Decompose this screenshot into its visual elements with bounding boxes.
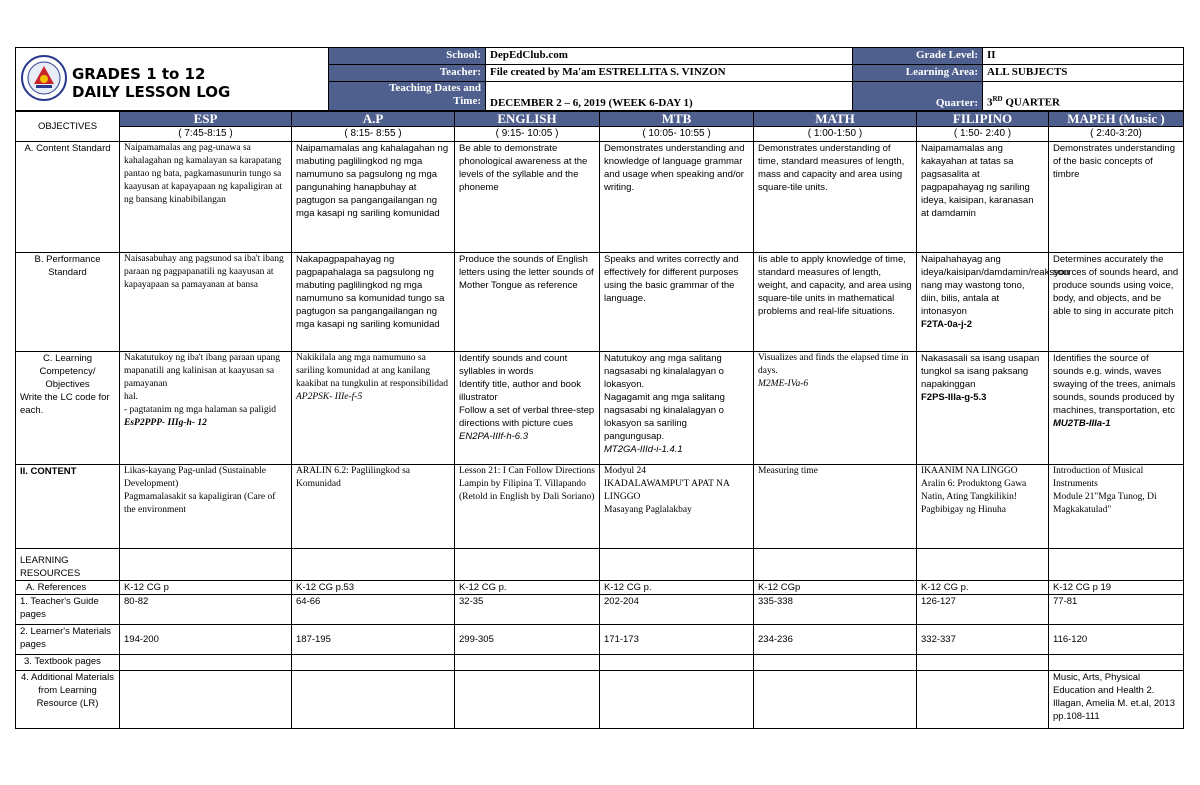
subject-math: MATH bbox=[754, 112, 917, 127]
competency-mtb: Natutukoy ang mga salitang nagsasabi ng kinalalagyan o lokasyon. Nagagamit ang mga salitang nagsasabi ng kinalalagyan o lokasyon sa sariling pangungusap. MT2GA-IIId-i-1.4.1 bbox=[600, 352, 754, 465]
content-standard-math: Demonstrates understanding of time, standard measures of length, mass and capacity and area using square-tile units. bbox=[754, 142, 917, 253]
lm-english: 299-305 bbox=[455, 625, 600, 655]
references-esp: K-12 CG p bbox=[120, 581, 292, 595]
tg-english: 32-35 bbox=[455, 595, 600, 625]
content-standard-mapeh: Demonstrates understanding of the basic concepts of timbre bbox=[1049, 142, 1184, 253]
teacher-label: Teacher: bbox=[329, 65, 486, 82]
grade-value: II bbox=[983, 48, 1184, 65]
time-mtb: ( 10:05- 10:55 ) bbox=[600, 127, 754, 142]
lm-mtb: 171-173 bbox=[600, 625, 754, 655]
competency-mapeh: Identifies the source of sounds e.g. winds, waves swaying of the trees, animals sounds, sounds produced by machines, transportation, etc MU2TB-IIIa-1 bbox=[1049, 352, 1184, 465]
title-block bbox=[16, 48, 329, 111]
lm-mapeh: 116-120 bbox=[1049, 625, 1184, 655]
subject-esp: ESP bbox=[120, 112, 292, 127]
competency-label: C. Learning Competency/ Objectives Write the LC code for each. bbox=[16, 352, 120, 465]
time-ap: ( 8:15- 8:55 ) bbox=[292, 127, 455, 142]
tg-esp: 80-82 bbox=[120, 595, 292, 625]
objectives-header: OBJECTIVES bbox=[16, 112, 120, 142]
mapeh-lc-code: MU2TB-IIIa-1 bbox=[1053, 418, 1111, 429]
school-value: DepEdClub.com bbox=[486, 48, 853, 65]
time-math: ( 1:00-1:50 ) bbox=[754, 127, 917, 142]
content-filipino: IKAANIM NA LINGGO Aralin 6: Produktong Gawa Natin, Ating Tangkilikin! Pagbibigay ng Hinuha bbox=[917, 465, 1049, 549]
references-ap: K-12 CG p.53 bbox=[292, 581, 455, 595]
school-label: School: bbox=[329, 48, 486, 65]
quarter-value: 3RD QUARTER bbox=[983, 82, 1184, 111]
dates-label: Teaching Dates and Time: bbox=[329, 82, 486, 111]
lm-math: 234-236 bbox=[754, 625, 917, 655]
header-table bbox=[15, 47, 1184, 111]
competency-filipino: Nakasasali sa isang usapan tungkol sa isang paksang napakinggan F2PS-IIIa-g-5.3 bbox=[917, 352, 1049, 465]
tg-mapeh: 77-81 bbox=[1049, 595, 1184, 625]
lm-label: 2. Learner's Materials pages bbox=[16, 625, 120, 655]
fil-performance-code: F2TA-0a-j-2 bbox=[921, 319, 973, 330]
subject-filipino: FILIPINO bbox=[917, 112, 1049, 127]
time-mapeh: ( 2:40-3:20) bbox=[1049, 127, 1184, 142]
title-line-1: GRADES 1 to 12 bbox=[72, 65, 206, 83]
subject-mtb: MTB bbox=[600, 112, 754, 127]
deped-seal-icon bbox=[20, 54, 68, 102]
time-filipino: ( 1:50- 2:40 ) bbox=[917, 127, 1049, 142]
tg-math: 335-338 bbox=[754, 595, 917, 625]
content-mtb: Modyul 24 IKADALAWAMPU'T APAT NA LINGGO Masayang Paglalakbay bbox=[600, 465, 754, 549]
competency-esp: Nakatutukoy ng iba't ibang paraan upang mapanatili ang kalinisan at kaayusan sa pamayanan hal. - pagtatanim ng mga halaman sa paligid EsP2PPP- IIIg-h- 12 bbox=[120, 352, 292, 465]
performance-standard-filipino: Naipahahayag ang ideya/kaisipan/damdamin/reaksyon nang may wastong tono, diin, bilis, antala at intonasyon F2TA-0a-j-2 bbox=[917, 253, 1049, 352]
performance-standard-mtb: Speaks and writes correctly and effectively for different purposes using the basic grammar of the language. bbox=[600, 253, 754, 352]
content-standard-filipino: Naipamamalas ang kakayahan at tatas sa pagsasalita at pagpapahayag ng sariling ideya, kaisipan, karanasan at damdamin bbox=[917, 142, 1049, 253]
dates-value: DECEMBER 2 – 6, 2019 (WEEK 6-DAY 1) bbox=[486, 82, 853, 111]
lm-filipino: 332-337 bbox=[917, 625, 1049, 655]
lr-label: 4. Additional Materials from Learning Resource (LR) bbox=[16, 671, 120, 729]
references-math: K-12 CGp bbox=[754, 581, 917, 595]
ap-lc-code: AP2PSK- IIIe-f-5 bbox=[296, 392, 363, 402]
content-standard-label: A. Content Standard bbox=[16, 142, 120, 253]
performance-standard-mapeh: Determines accurately the sources of sounds heard, and produce sounds using voice, body, and objects, and be able to sing in accurate pitch bbox=[1049, 253, 1184, 352]
references-mapeh: K-12 CG p 19 bbox=[1049, 581, 1184, 595]
references-label: A. References bbox=[16, 581, 120, 595]
area-value: ALL SUBJECTS bbox=[983, 65, 1184, 82]
subject-ap: A.P bbox=[292, 112, 455, 127]
content-standard-esp: Naipamamalas ang pag-unawa sa kahalagahan ng kamalayan sa karapatang pantao ng bata, pagkamasunurin tungo sa kaayusan at kapayapaan ng kapaligiran at ng bansang kinabibilangan bbox=[120, 142, 292, 253]
subject-mapeh: MAPEH (Music ) bbox=[1049, 112, 1184, 127]
quarter-label: Quarter: bbox=[853, 82, 983, 111]
content-ap: ARALIN 6.2: Paglilingkod sa Komunidad bbox=[292, 465, 455, 549]
tg-ap: 64-66 bbox=[292, 595, 455, 625]
content-math: Measuring time bbox=[754, 465, 917, 549]
performance-standard-esp: Naisasabuhay ang pagsunod sa iba't ibang paraan ng pagpapanatili ng kaayusan at kapayapaan sa pamayanan at bansa bbox=[120, 253, 292, 352]
grade-label: Grade Level: bbox=[853, 48, 983, 65]
references-filipino: K-12 CG p. bbox=[917, 581, 1049, 595]
filipino-lc-code: F2PS-IIIa-g-5.3 bbox=[921, 392, 987, 403]
competency-ap: Nakikilala ang mga namumuno sa sariling komunidad at ang kanilang kaakibat na tungkulin at responsibilidad AP2PSK- IIIe-f-5 bbox=[292, 352, 455, 465]
subject-english: ENGLISH bbox=[455, 112, 600, 127]
competency-english: Identify sounds and count syllables in words Identify title, author and book illustrator Follow a set of verbal three-step directions with picture cues EN2PA-IIIf-h-6.3 bbox=[455, 352, 600, 465]
references-english: K-12 CG p. bbox=[455, 581, 600, 595]
content-esp: Likas-kayang Pag-unlad (Sustainable Development) Pagmamalasakit sa kapaligiran (Care of the environment bbox=[120, 465, 292, 549]
teacher-value: File created by Ma'am ESTRELLITA S. VINZON bbox=[486, 65, 853, 82]
lm-ap: 187-195 bbox=[292, 625, 455, 655]
mtb-lc-code: MT2GA-IIId-i-1.4.1 bbox=[604, 444, 683, 455]
time-esp: ( 7:45-8:15 ) bbox=[120, 127, 292, 142]
content-mapeh: Introduction of Musical Instruments Module 21"Mga Tunog, Di Magkakatulad" bbox=[1049, 465, 1184, 549]
resources-label: LEARNING RESOURCES bbox=[16, 549, 120, 581]
content-standard-english: Be able to demonstrate phonological awareness at the levels of the syllable and the phoneme bbox=[455, 142, 600, 253]
tb-label: 3. Textbook pages bbox=[16, 655, 120, 671]
competency-math: Visualizes and finds the elapsed time in days. M2ME-IVa-6 bbox=[754, 352, 917, 465]
references-mtb: K-12 CG p. bbox=[600, 581, 754, 595]
lm-esp: 194-200 bbox=[120, 625, 292, 655]
performance-standard-ap: Nakapagpapahayag ng pagpapahalaga sa pagsulong ng mabuting paglilingkod ng mga namumuno sa komunidad tungo sa pagtugon sa pangangailangan ng mga kasapi ng sariling komunidad bbox=[292, 253, 455, 352]
tg-filipino: 126-127 bbox=[917, 595, 1049, 625]
math-lc-code: M2ME-IVa-6 bbox=[758, 379, 809, 389]
time-english: ( 9:15- 10:05 ) bbox=[455, 127, 600, 142]
area-label: Learning Area: bbox=[853, 65, 983, 82]
performance-standard-english: Produce the sounds of English letters using the letter sounds of Mother Tongue as reference bbox=[455, 253, 600, 352]
content-label: II. CONTENT bbox=[16, 465, 120, 549]
tg-label: 1. Teacher's Guide pages bbox=[16, 595, 120, 625]
title-line-2: DAILY LESSON LOG bbox=[72, 83, 231, 101]
content-standard-ap: Naipamamalas ang kahalagahan ng mabuting paglilingkod ng mga namumuno sa pagsulong ng mga pangunahing hanapbuhay at pagtugon sa pangangailangan ng mga kasapi ng sariling komunidad bbox=[292, 142, 455, 253]
performance-standard-math: Iis able to apply knowledge of time, standard measures of length, weight, and capacity, and area using square-tile units in mathematical problems and real-life situations. bbox=[754, 253, 917, 352]
tg-mtb: 202-204 bbox=[600, 595, 754, 625]
content-english: Lesson 21: I Can Follow Directions Lampin by Filipina T. Villapando (Retold in English by Dali Soriano) bbox=[455, 465, 600, 549]
esp-lc-code: EsP2PPP- IIIg-h- 12 bbox=[124, 418, 207, 428]
lesson-log-table bbox=[15, 111, 1184, 729]
performance-standard-label: B. Performance Standard bbox=[16, 253, 120, 352]
english-lc-code: EN2PA-IIIf-h-6.3 bbox=[459, 431, 528, 442]
lr-mapeh: Music, Arts, Physical Education and Health 2. Illagan, Amelia M. et.al, 2013 pp.108-111 bbox=[1049, 671, 1184, 729]
content-standard-mtb: Demonstrates understanding and knowledge of language grammar and usage when speaking and/or writing. bbox=[600, 142, 754, 253]
